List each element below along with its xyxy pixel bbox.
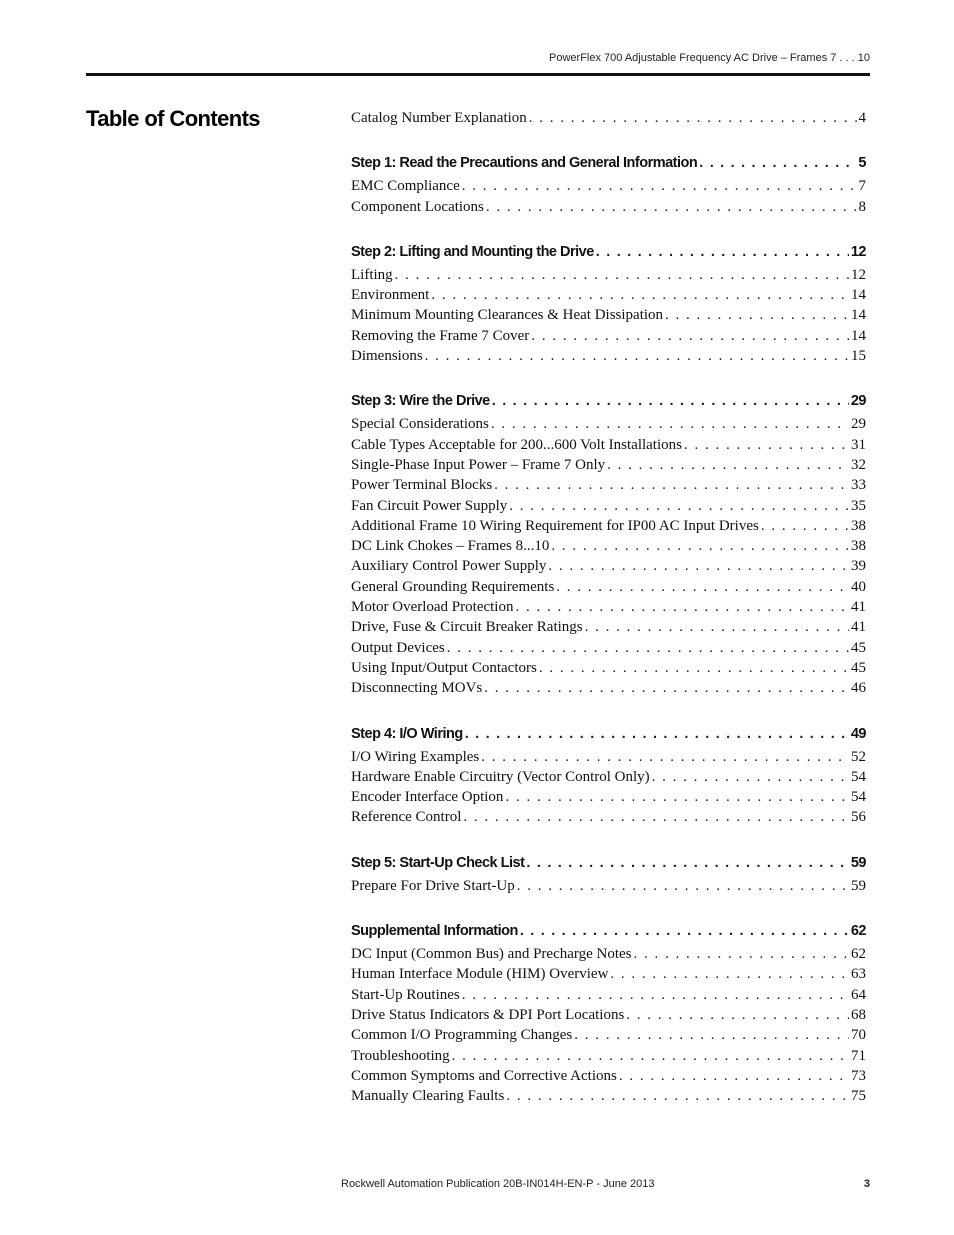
dot-leader [515,597,849,617]
toc-entry-label: Reference Control [351,809,462,826]
toc-section-heading[interactable] [351,152,866,174]
dot-leader [652,767,849,787]
toc-entry[interactable] [351,285,866,305]
dot-leader [447,638,849,658]
dot-leader [529,108,857,128]
toc-page-number: 73 [851,1067,866,1084]
toc-page-number: 45 [851,639,866,656]
toc-entry[interactable] [351,1046,866,1066]
dot-leader [539,658,849,678]
toc-entry-label: Component Locations [351,198,484,215]
dot-leader [665,305,849,325]
toc-entry[interactable] [351,876,866,896]
toc-page-number: 46 [851,680,866,697]
toc-page-number: 38 [851,538,866,555]
toc-entry-label: Lifting [351,266,393,283]
dot-leader [585,617,849,637]
dot-leader [494,475,849,495]
toc-entry-label: Output Devices [351,639,445,656]
page-number: 3 [863,1178,870,1190]
header-rule [86,73,870,76]
toc-section-heading[interactable] [351,390,866,412]
dot-leader [761,516,849,536]
dot-leader [610,964,849,984]
toc-entry[interactable] [351,944,866,964]
toc-page-number: 5 [858,155,866,172]
toc-page-number: 62 [851,946,866,963]
toc-section-heading[interactable] [351,920,866,942]
toc-entry[interactable] [351,455,866,475]
toc-entry-label: Drive, Fuse & Circuit Breaker Ratings [351,619,583,636]
toc-entry[interactable] [351,435,866,455]
dot-leader [505,787,849,807]
toc-section [351,723,866,828]
toc-page-number: 59 [851,877,866,894]
toc-entry[interactable] [351,516,866,536]
dot-leader [506,1086,849,1106]
toc-page-number: 12 [850,243,866,260]
toc-entry[interactable] [351,787,866,807]
toc-entry-label: Using Input/Output Contactors [351,659,537,676]
toc-entry-label: Catalog Number Explanation [351,110,527,126]
toc-entry-label: Motor Overload Protection [351,599,514,616]
toc-entry[interactable] [351,747,866,767]
toc-page-number: 54 [851,789,866,806]
toc-entry-label: Encoder Interface Option [351,789,504,806]
dot-leader [395,265,849,285]
toc-entry-label: Dimensions [351,348,423,365]
dot-leader [463,807,849,827]
dot-leader [699,152,856,174]
toc-page-number: 64 [851,986,866,1003]
toc-entry[interactable] [351,577,866,597]
toc-page-number: 63 [851,966,866,983]
toc-page-number: 15 [851,348,866,365]
page-title: Table of Contents [86,106,260,131]
toc-section [351,108,866,128]
toc-section [351,241,866,366]
toc-page-number: 14 [851,327,866,344]
running-header: PowerFlex 700 Adjustable Frequency AC Drive – Frames 7 . . . 10 [549,52,870,64]
toc-entry-label: Manually Clearing Faults [351,1088,505,1105]
dot-leader [486,197,857,217]
table-of-contents [351,108,866,1130]
toc-page-number: 29 [851,416,866,433]
dot-leader [548,556,849,576]
toc-page-number: 39 [851,558,866,575]
toc-page-number: 54 [851,768,866,785]
dot-leader [684,435,849,455]
toc-page-number: 29 [850,393,866,410]
toc-page-number: 38 [851,517,866,534]
toc-entry-label: Step 2: Lifting and Mounting the Drive [351,243,594,260]
toc-entry-label: Drive Status Indicators & DPI Port Locations [351,1006,625,1023]
publication-info: Rockwell Automation Publication 20B-IN014H-EN-P - June 2013 [341,1178,655,1190]
toc-entry[interactable] [351,1025,866,1045]
dot-leader [465,723,849,745]
dot-leader [551,536,849,556]
toc-entry-label: Hardware Enable Circuitry (Vector Control Only) [351,768,650,785]
dot-leader [574,1025,849,1045]
toc-entry-label: Minimum Mounting Clearances & Heat Dissipation [351,307,664,324]
toc-entry-label: Supplemental Information [351,923,518,940]
toc-page-number: 71 [851,1047,866,1064]
dot-leader [517,876,849,896]
toc-entry[interactable] [351,305,866,325]
toc-page-number: 56 [851,809,866,826]
toc-entry-label: Step 3: Wire the Drive [351,393,490,410]
toc-entry-label: Step 4: I/O Wiring [351,725,463,742]
toc-entry[interactable] [351,658,866,678]
dot-leader [484,678,849,698]
toc-entry-label: Cable Types Acceptable for 200...600 Volt Installations [351,436,682,453]
toc-entry[interactable] [351,985,866,1005]
toc-entry[interactable] [351,326,866,346]
toc-page-number: 41 [851,619,866,636]
toc-page-number: 40 [851,578,866,595]
dot-leader [462,176,857,196]
toc-entry[interactable] [351,536,866,556]
toc-entry[interactable] [351,617,866,637]
toc-section-heading[interactable] [351,241,866,263]
toc-entry-label: Single-Phase Input Power – Frame 7 Only [351,456,606,473]
toc-entry-label: Disconnecting MOVs [351,680,483,697]
toc-page-number: 14 [851,287,866,304]
toc-page-number: 33 [851,477,866,494]
toc-entry-label: Prepare For Drive Start-Up [351,877,515,894]
toc-entry[interactable] [351,1005,866,1025]
dot-leader [619,1066,849,1086]
toc-entry[interactable] [351,414,866,434]
toc-page-number: 62 [850,923,866,940]
toc-section [351,852,866,896]
toc-entry[interactable] [351,678,866,698]
toc-entry-label: DC Link Chokes – Frames 8...10 [351,538,550,555]
toc-page-number: 8 [858,198,866,215]
toc-entry-label: Troubleshooting [351,1047,450,1064]
toc-page-number: 70 [851,1027,866,1044]
dot-leader [556,577,849,597]
dot-leader [492,390,849,412]
toc-entry-label: Fan Circuit Power Supply [351,497,508,514]
toc-page-number: 41 [851,599,866,616]
toc-entry[interactable] [351,346,866,366]
toc-entry[interactable] [351,767,866,787]
dot-leader [596,241,849,263]
dot-leader [531,326,849,346]
toc-entry-label: Special Considerations [351,416,489,433]
toc-page-number: 59 [850,854,866,871]
toc-page-number: 45 [851,659,866,676]
toc-entry-label: Step 5: Start-Up Check List [351,854,525,871]
toc-section-heading[interactable] [351,723,866,745]
toc-section-heading[interactable] [351,852,866,874]
toc-entry[interactable] [351,176,866,196]
dot-leader [491,414,849,434]
toc-page-number: 4 [858,110,866,126]
toc-entry-label: Common Symptoms and Corrective Actions [351,1067,617,1084]
toc-page-number: 7 [858,178,866,195]
toc-entry-label: Environment [351,287,430,304]
toc-entry[interactable] [351,597,866,617]
toc-entry[interactable] [351,197,866,217]
dot-leader [509,496,849,516]
dot-leader [526,852,848,874]
toc-page-number: 52 [851,748,866,765]
toc-entry-label: Auxiliary Control Power Supply [351,558,547,575]
dot-leader [626,1005,849,1025]
toc-entry-label: I/O Wiring Examples [351,748,480,765]
toc-entry[interactable] [351,964,866,984]
dot-leader [481,747,849,767]
toc-entry-label: Human Interface Module (HIM) Overview [351,966,609,983]
toc-entry[interactable] [351,475,866,495]
dot-leader [462,985,849,1005]
toc-entry[interactable] [351,1086,866,1106]
dot-leader [452,1046,849,1066]
toc-entry-label: Step 1: Read the Precautions and General Information [351,155,698,172]
toc-page-number: 68 [851,1006,866,1023]
toc-section [351,390,866,698]
dot-leader [520,920,849,942]
dot-leader [607,455,849,475]
toc-entry[interactable] [351,496,866,516]
toc-page-number: 75 [851,1088,866,1105]
toc-entry-label: Power Terminal Blocks [351,477,493,494]
dot-leader [634,944,849,964]
toc-page-number: 14 [851,307,866,324]
toc-entry[interactable] [351,108,866,128]
toc-entry-label: DC Input (Common Bus) and Precharge Notes [351,946,632,963]
toc-entry-label: Start-Up Routines [351,986,460,1003]
toc-entry-label: Common I/O Programming Changes [351,1027,573,1044]
toc-page-number: 32 [851,456,866,473]
toc-page-number: 35 [851,497,866,514]
toc-entry-label: General Grounding Requirements [351,578,555,595]
toc-page-number: 49 [850,725,866,742]
toc-entry[interactable] [351,638,866,658]
dot-leader [431,285,849,305]
dot-leader [425,346,849,366]
toc-section [351,920,866,1106]
toc-entry[interactable] [351,1066,866,1086]
toc-entry-label: EMC Compliance [351,178,460,195]
toc-entry-label: Additional Frame 10 Wiring Requirement for IP00 AC Input Drives [351,517,759,534]
toc-section [351,152,866,217]
toc-entry[interactable] [351,265,866,285]
toc-entry[interactable] [351,807,866,827]
toc-page-number: 31 [851,436,866,453]
toc-entry[interactable] [351,556,866,576]
toc-page-number: 12 [851,266,866,283]
toc-entry-label: Removing the Frame 7 Cover [351,327,530,344]
